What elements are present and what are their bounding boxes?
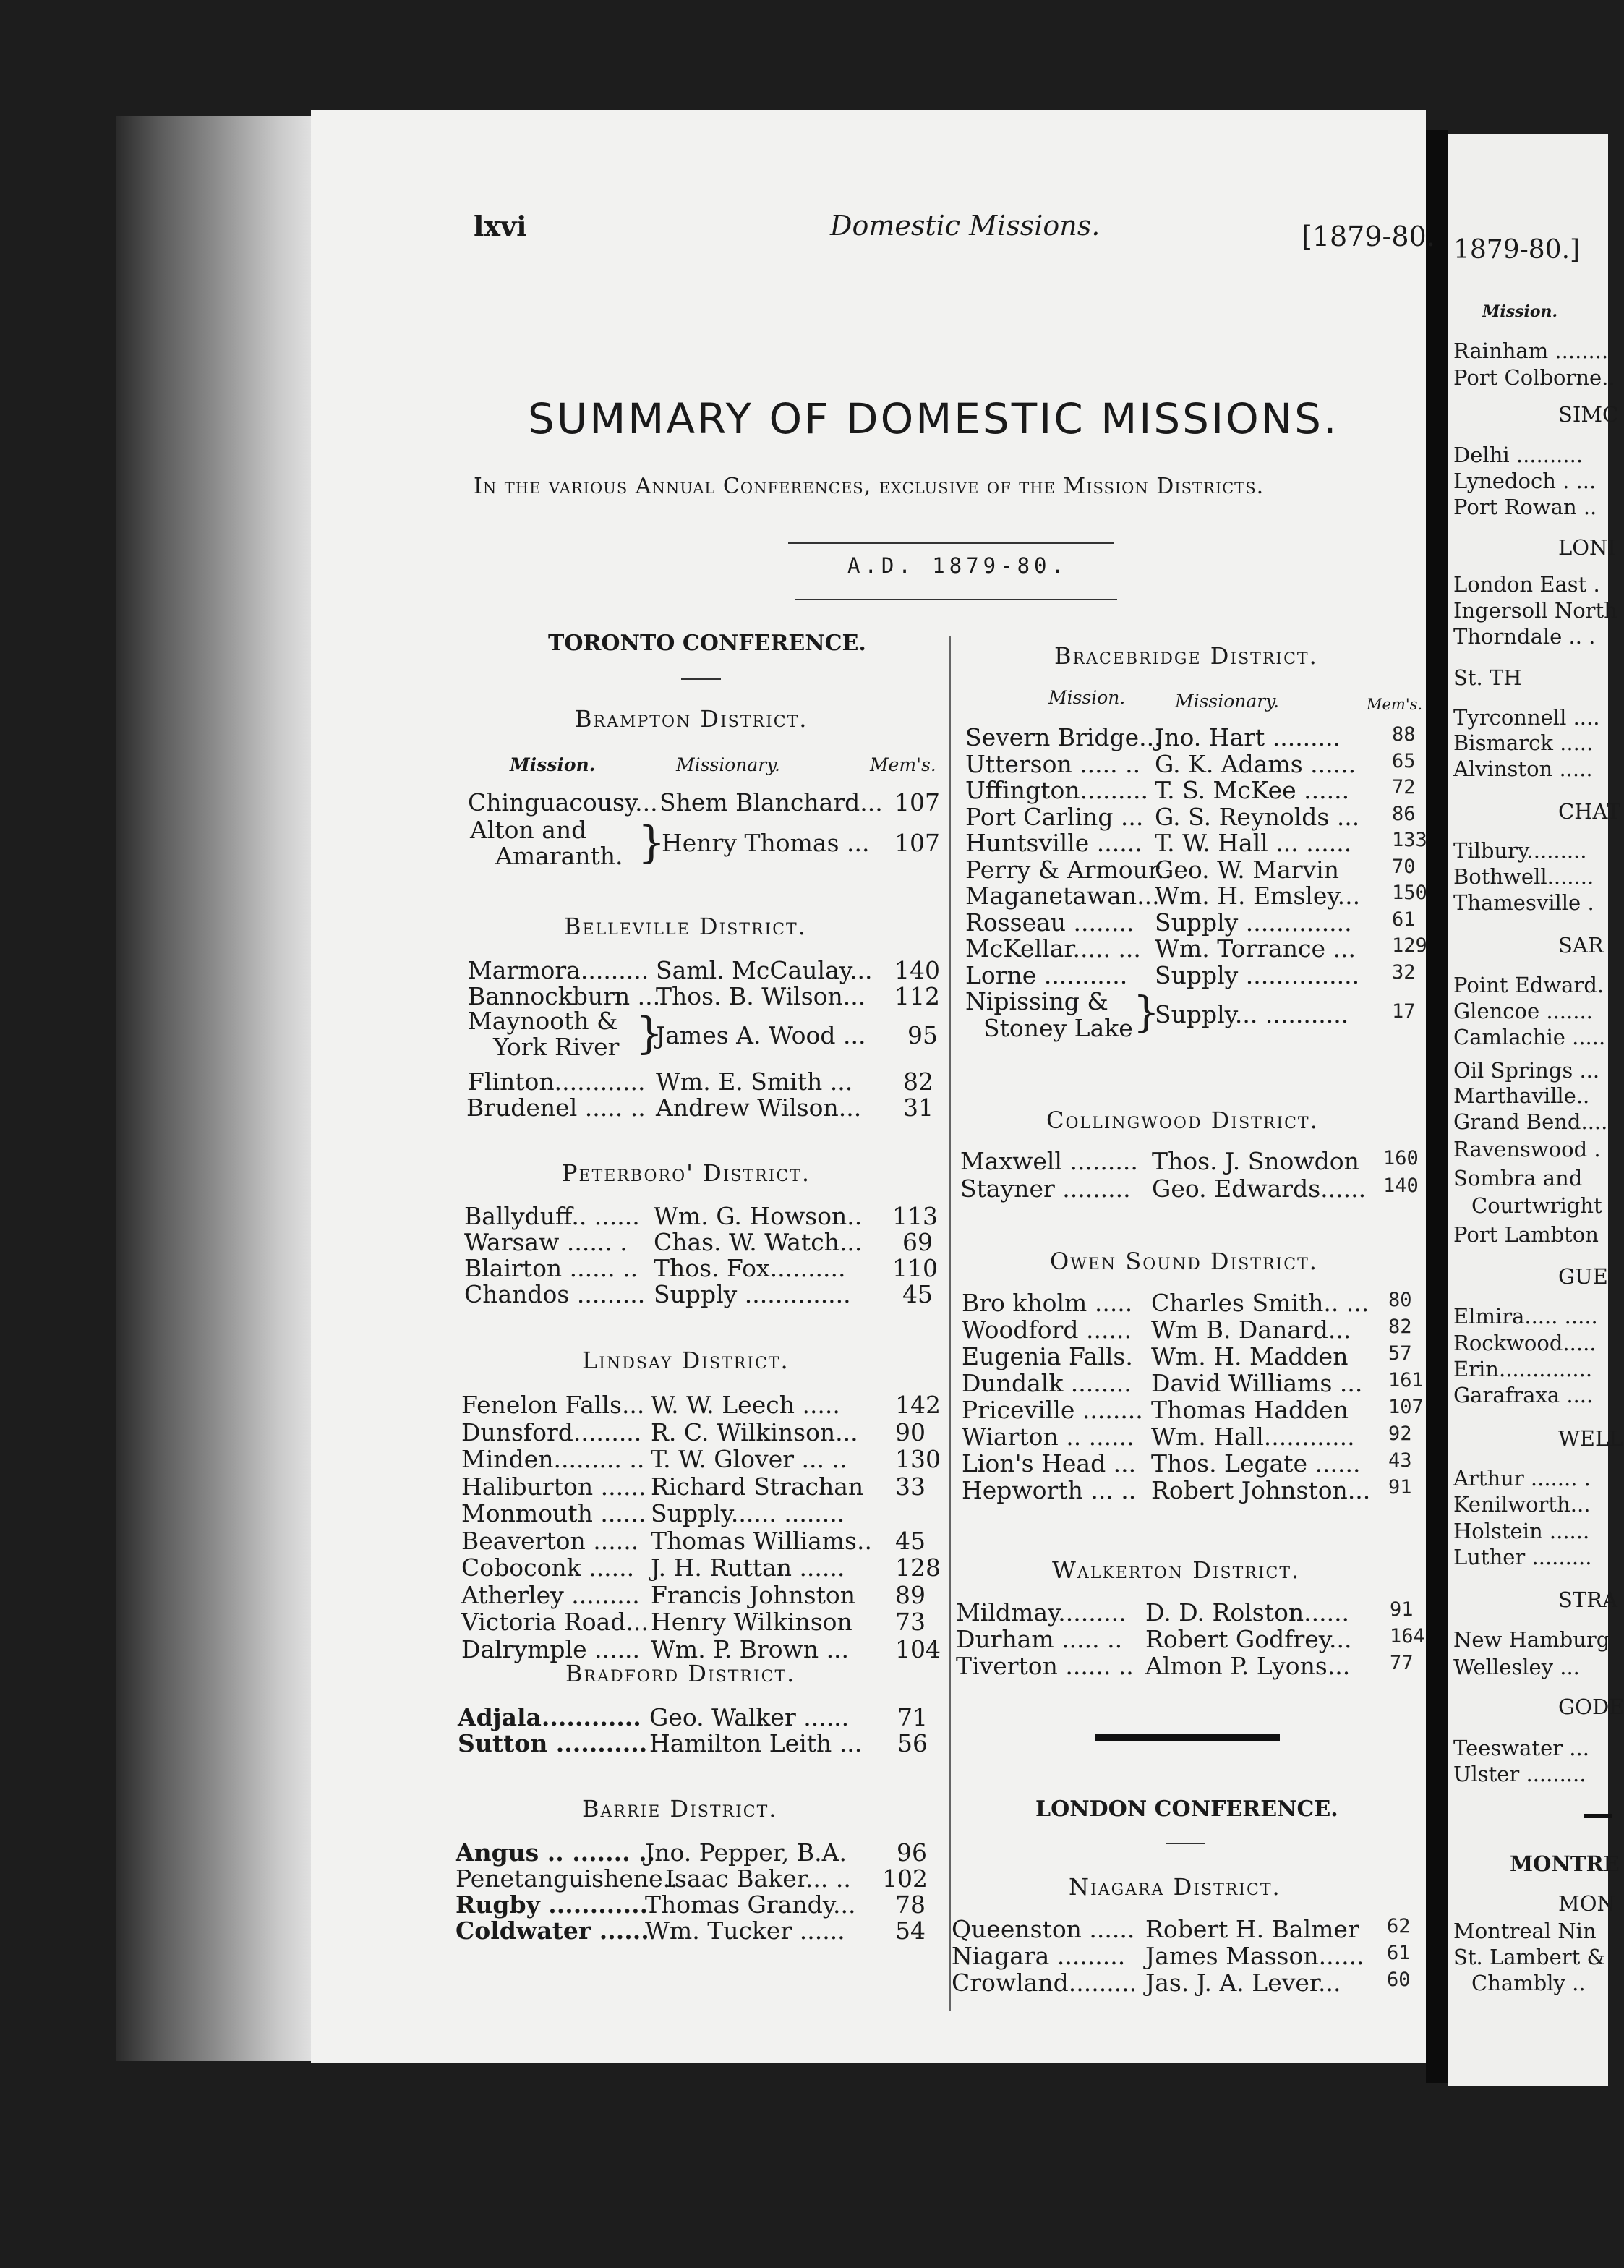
col-head-mission: Mission.	[510, 754, 596, 775]
district-heading-peterboro: Peterboro' District.	[562, 1159, 811, 1187]
missionary-name: Richard Strachan	[651, 1472, 864, 1501]
col-head-mems: Mem's.	[1367, 696, 1423, 713]
missionary-name: Wm. Torrance ...	[1155, 934, 1356, 963]
mission-name: Fenelon Falls...	[461, 1391, 645, 1419]
missionary-name: Almon P. Lyons...	[1145, 1652, 1351, 1680]
mission-name: Maganetawan...	[965, 882, 1160, 910]
right-page-mission-name: Alvinston .....	[1453, 756, 1593, 781]
missionary-name: T. W. Hall ... ......	[1155, 829, 1352, 857]
mission-name: Nipissing &	[965, 987, 1108, 1015]
missionary-name: Henry Wilkinson	[651, 1608, 852, 1636]
mission-name: Hepworth ... ..	[962, 1476, 1137, 1504]
mission-name: Adjala............	[458, 1703, 641, 1731]
members-count: 90	[895, 1418, 926, 1446]
members-count: 92	[1388, 1423, 1412, 1445]
right-page-district-heading: STRA	[1558, 1587, 1617, 1612]
members-count: 113	[892, 1202, 938, 1230]
mission-name: Wiarton .. ......	[962, 1423, 1134, 1451]
book-edge	[116, 116, 333, 2061]
missionary-name: Thomas Hadden	[1151, 1396, 1349, 1424]
members-count: 32	[1392, 960, 1416, 984]
missionary-name: Henry Thomas ...	[662, 829, 870, 857]
right-page-mission-name: Marthaville..	[1453, 1083, 1590, 1108]
mission-name: Queenston ......	[952, 1915, 1135, 1943]
missionary-name: Jno. Hart .........	[1155, 723, 1341, 751]
members-count: 17	[1392, 1000, 1416, 1023]
london-conference-heading: LONDON CONFERENCE.	[1035, 1796, 1338, 1822]
mission-name: Brudenel ..... ..	[466, 1094, 646, 1122]
right-page-district-heading: WELL	[1558, 1426, 1623, 1451]
members-count: 61	[1387, 1942, 1411, 1964]
missionary-name: Wm. H. Emsley...	[1155, 882, 1361, 910]
missionary-name: T. S. McKee ......	[1155, 776, 1350, 804]
right-page-mission-name: Thamesville .	[1453, 890, 1594, 915]
members-count: 160	[1383, 1147, 1419, 1169]
members-count: 89	[895, 1580, 926, 1609]
right-page-year: 1879-80.]	[1453, 235, 1581, 265]
missionary-name: R. C. Wilkinson...	[651, 1418, 858, 1446]
members-count: 102	[882, 1864, 928, 1893]
members-count: 161	[1388, 1369, 1424, 1391]
mission-name: Haliburton ......	[461, 1472, 646, 1501]
right-page-mission-name: Port Colborne..	[1453, 365, 1615, 390]
right-page-mission-label: Mission.	[1482, 302, 1558, 321]
members-count: 82	[1388, 1316, 1412, 1338]
members-count: 107	[894, 829, 940, 857]
members-count: 110	[892, 1254, 938, 1282]
right-page-district-heading: LONI	[1558, 535, 1616, 560]
right-page-mission-name: Grand Bend....	[1453, 1109, 1608, 1134]
district-heading-niagara: Niagara District.	[1069, 1873, 1281, 1901]
right-page-mission-name: Erin..............	[1453, 1357, 1593, 1381]
right-page-mission-name: Bismarck .....	[1453, 730, 1594, 755]
mission-name: Maynooth &	[468, 1007, 618, 1035]
column-divider	[949, 636, 951, 2011]
members-count: 56	[897, 1729, 928, 1757]
missionary-name: Jno. Pepper, B.A.	[645, 1838, 847, 1867]
mission-name: Severn Bridge...	[965, 723, 1162, 751]
district-heading-barrie: Barrie District.	[582, 1795, 778, 1822]
missionary-name: Thos. Legate ......	[1151, 1449, 1361, 1478]
missionary-name: Wm. Hall............	[1151, 1423, 1355, 1451]
right-page-mission-name: Tyrconnell ....	[1453, 705, 1600, 730]
members-count: 88	[1392, 723, 1416, 746]
members-count: 82	[903, 1067, 933, 1096]
missionary-name: Thomas Grandy...	[645, 1890, 856, 1919]
mission-name: Rugby ............	[456, 1890, 649, 1919]
members-count: 129	[1392, 934, 1427, 957]
missionary-name: Francis Johnston	[651, 1580, 855, 1609]
mission-name: Coboconk ......	[461, 1553, 635, 1582]
district-heading-belleville: Belleville District.	[564, 913, 807, 940]
missionary-name: James Masson......	[1145, 1942, 1364, 1970]
conference-separator	[1095, 1734, 1280, 1742]
missionary-name: Charles Smith.. ...	[1151, 1289, 1369, 1317]
members-count: 86	[1392, 802, 1416, 825]
header-year: [1879-80.	[1302, 221, 1435, 252]
mission-name: Beaverton ......	[461, 1526, 639, 1555]
missionary-name: G. S. Reynolds ...	[1155, 802, 1360, 831]
right-page-mission-name: Sombra and	[1453, 1166, 1583, 1190]
missionary-name: Jas. J. A. Lever...	[1145, 1969, 1341, 1997]
members-count: 45	[895, 1526, 926, 1555]
right-page-mission-name: Montreal Nin	[1453, 1919, 1597, 1943]
members-count: 142	[895, 1391, 941, 1419]
members-count: 69	[902, 1228, 933, 1256]
right-page-mission-name: Holstein ......	[1453, 1519, 1590, 1543]
missionary-name: Supply ...............	[1155, 960, 1360, 989]
members-count: 80	[1388, 1289, 1412, 1311]
members-count: 43	[1388, 1449, 1412, 1472]
right-page-mission-name: Rainham ........	[1453, 338, 1609, 363]
mission-name: Eugenia Falls.	[962, 1342, 1133, 1370]
mission-name: Utterson ..... ..	[965, 749, 1141, 778]
mission-name: Sutton ...........	[458, 1729, 648, 1757]
members-count: 140	[1383, 1174, 1419, 1197]
right-page-mission-name: Tilbury.........	[1453, 838, 1587, 863]
right-page-district-heading: GODE	[1558, 1694, 1624, 1719]
members-count: 57	[1388, 1342, 1412, 1365]
col-head-mission: Mission.	[1048, 687, 1126, 708]
right-page-mission-name: Ulster .........	[1453, 1762, 1586, 1786]
members-count: 150	[1392, 882, 1427, 904]
members-count: 112	[894, 982, 940, 1010]
rule-top	[788, 542, 1114, 544]
mission-name: Chinguacousy...	[468, 788, 658, 817]
missionary-name: Supply ..............	[654, 1280, 851, 1308]
members-count: 62	[1387, 1915, 1411, 1937]
missionary-name: Isaac Baker... ..	[665, 1864, 851, 1893]
right-page-mission-name: Port Lambton	[1453, 1222, 1599, 1247]
right-page-mission-name: Bothwell.......	[1453, 864, 1594, 889]
brace: }	[1133, 987, 1160, 1036]
page-number: lxvi	[474, 210, 527, 242]
right-page-mission-name: Kenilworth...	[1453, 1492, 1591, 1517]
mission-name: Bro kholm .....	[962, 1289, 1133, 1317]
mission-name: Flinton............	[468, 1067, 646, 1096]
district-heading-walkerton: Walkerton District.	[1052, 1556, 1301, 1584]
page-subtitle: In the various Annual Conferences, exclusive of the Mission Districts.	[474, 474, 1265, 499]
right-page-mission-name: Garafraxa ....	[1453, 1383, 1594, 1407]
members-count: 107	[894, 788, 940, 817]
mission-name-cont: Amaranth.	[495, 842, 623, 870]
missionary-name: Wm. P. Brown ...	[651, 1634, 850, 1663]
right-page-mission-name: Thorndale .. .	[1453, 624, 1596, 649]
missionary-name: Wm. E. Smith ...	[656, 1067, 853, 1096]
right-page-mission-name: Port Rowan ..	[1453, 495, 1597, 519]
missionary-name: James A. Wood ...	[656, 1021, 866, 1049]
mission-name: Stayner .........	[960, 1174, 1131, 1203]
members-count: 60	[1387, 1969, 1411, 1991]
short-rule	[681, 678, 721, 680]
missionary-name: Geo. W. Marvin	[1155, 855, 1339, 884]
mission-name-cont: Stoney Lake	[983, 1013, 1133, 1042]
missionary-name: Wm. Tucker ......	[645, 1917, 845, 1945]
right-page-mission-name: Glencoe .......	[1453, 999, 1593, 1023]
district-heading-owen-sound: Owen Sound District.	[1050, 1248, 1318, 1275]
members-count: 31	[903, 1094, 933, 1122]
missionary-name: W. W. Leech .....	[651, 1391, 840, 1419]
missionary-name: Hamilton Leith ...	[649, 1729, 863, 1757]
missionary-name: Wm. G. Howson..	[654, 1202, 863, 1230]
mission-name: Chandos .........	[464, 1280, 646, 1308]
missionary-name: Geo. Edwards......	[1152, 1174, 1367, 1203]
mission-name: Marmora.........	[468, 956, 649, 984]
mission-name: Lion's Head ...	[962, 1449, 1137, 1478]
missionary-name: Saml. McCaulay...	[656, 956, 873, 984]
mission-name: Crowland.........	[952, 1969, 1137, 1997]
missionary-name: Geo. Walker ......	[649, 1703, 850, 1731]
missionary-name: Robert Godfrey...	[1145, 1625, 1352, 1653]
mission-name: Rosseau ........	[965, 908, 1134, 937]
members-count: 140	[894, 956, 940, 984]
running-title: Domestic Missions.	[830, 210, 1101, 242]
mission-name: Perry & Armour..	[965, 855, 1172, 884]
toronto-conference-heading: TORONTO CONFERENCE.	[548, 631, 866, 656]
right-page-mission-name: Point Edward.	[1453, 973, 1604, 997]
members-count: 133	[1392, 829, 1427, 851]
district-heading-collingwood: Collingwood District.	[1046, 1107, 1319, 1134]
missionary-name: Thos. B. Wilson...	[656, 982, 866, 1010]
missionary-name: Supply... ...........	[1155, 1000, 1349, 1028]
members-count: 77	[1390, 1652, 1414, 1674]
members-count: 96	[897, 1838, 927, 1867]
book-gutter	[1426, 130, 1448, 2083]
mission-name: Bannockburn ...	[468, 982, 661, 1010]
mission-name: Minden......... ..	[461, 1445, 645, 1473]
right-page-mission-name: Chambly ..	[1471, 1971, 1586, 1995]
missionary-name: Thos. Fox..........	[654, 1254, 846, 1282]
missionary-name: Wm B. Danard...	[1151, 1316, 1351, 1344]
mission-name: Victoria Road...	[461, 1608, 649, 1636]
members-count: 107	[1388, 1396, 1424, 1418]
mission-name: Alton and	[470, 816, 587, 844]
brace: }	[636, 1008, 664, 1059]
missionary-name: Shem Blanchard...	[659, 788, 883, 817]
col-head-missionary: Missionary.	[676, 754, 781, 775]
right-page-mission-name: St. Lambert &	[1453, 1945, 1606, 1969]
right-page-district-heading: CHAT	[1558, 799, 1621, 824]
missionary-name: G. K. Adams ......	[1155, 749, 1356, 778]
members-count: 71	[897, 1703, 928, 1731]
missionary-name: D. D. Rolston......	[1145, 1598, 1350, 1627]
right-page-mission-name: Ingersoll North	[1453, 598, 1617, 623]
right-page-district-heading: MON	[1558, 1891, 1615, 1916]
mission-name: Woodford ......	[962, 1316, 1132, 1344]
right-page-mission-name: Delhi ..........	[1453, 443, 1584, 467]
members-count: 128	[895, 1553, 941, 1582]
right-page-mission-name: Lynedoch . ...	[1453, 469, 1597, 493]
ad-year: A.D. 1879-80.	[847, 553, 1068, 578]
mission-name: Monmouth ......	[461, 1499, 646, 1527]
missionary-name: Robert Johnston...	[1151, 1476, 1371, 1504]
mission-name: Huntsville ......	[965, 829, 1142, 857]
mission-name: Dundalk ........	[962, 1369, 1132, 1397]
right-page-district-heading: SIMC	[1558, 402, 1619, 427]
missionary-name: Robert H. Balmer	[1145, 1915, 1359, 1943]
mission-name: Port Carling ...	[965, 802, 1144, 831]
page-title: SUMMARY OF DOMESTIC MISSIONS.	[528, 394, 1339, 443]
mission-name: Uffington.........	[965, 776, 1148, 804]
right-page-mission-name: Teeswater ...	[1453, 1736, 1589, 1760]
members-count: 45	[902, 1280, 933, 1308]
mission-name: Mildmay.........	[956, 1598, 1127, 1627]
mission-name: McKellar..... ...	[965, 934, 1141, 963]
mission-name: Penetanguishene..	[456, 1864, 678, 1893]
mission-name-cont: York River	[493, 1033, 620, 1061]
members-count: 70	[1392, 855, 1416, 878]
right-page-district-heading: MONTRE	[1510, 1851, 1620, 1876]
mission-name: Dalrymple ......	[461, 1634, 641, 1663]
right-page-mission-name: Arthur ....... .	[1453, 1466, 1591, 1491]
mission-name: Blairton ...... ..	[464, 1254, 638, 1282]
members-count: 65	[1392, 749, 1416, 772]
right-page-mission-name: Ravenswood .	[1453, 1137, 1601, 1161]
right-page-mission-name: Elmira..... .....	[1453, 1304, 1598, 1329]
district-heading-brampton: Brampton District.	[575, 705, 808, 733]
missionary-name: J. H. Ruttan ......	[651, 1553, 845, 1582]
right-page-mission-name: Luther .........	[1453, 1545, 1592, 1569]
district-heading-bracebridge: Bracebridge District.	[1054, 642, 1318, 670]
rule-bottom	[795, 599, 1117, 600]
missionary-name: Thomas Williams..	[651, 1526, 872, 1555]
mission-name: Dunsford.........	[461, 1418, 642, 1446]
mission-name: Maxwell .........	[960, 1147, 1138, 1175]
members-count: 91	[1390, 1598, 1414, 1621]
missionary-name: Andrew Wilson...	[656, 1094, 862, 1122]
missionary-name: Thos. J. Snowdon	[1152, 1147, 1359, 1175]
mission-name: Priceville ........	[962, 1396, 1143, 1424]
mission-name: Ballyduff.. ......	[464, 1202, 640, 1230]
mission-name: Niagara .........	[952, 1942, 1126, 1970]
right-page-mission-name: Rockwood.....	[1453, 1331, 1597, 1355]
members-count: 130	[895, 1445, 941, 1473]
members-count: 54	[895, 1917, 926, 1945]
members-count: 78	[895, 1890, 926, 1919]
members-count: 61	[1392, 908, 1416, 931]
right-page-mission-name: Camlachie .....	[1453, 1025, 1606, 1049]
right-page-district-heading: SAR	[1558, 933, 1604, 958]
district-heading-lindsay: Lindsay District.	[582, 1347, 790, 1374]
missionary-name: David Williams ...	[1151, 1369, 1363, 1397]
mission-name: Atherley .........	[461, 1580, 640, 1609]
right-page-mission-name: London East .	[1453, 572, 1600, 597]
members-count: 72	[1392, 776, 1416, 798]
members-count: 91	[1388, 1476, 1412, 1498]
right-page-district-heading: GUE	[1558, 1264, 1608, 1289]
mission-name: Lorne ...........	[965, 960, 1128, 989]
col-head-mems: Mem's.	[870, 754, 936, 775]
mission-name: Angus .. ....... ..	[456, 1838, 656, 1867]
members-count: 73	[895, 1608, 926, 1636]
members-count: 164	[1390, 1625, 1425, 1647]
right-page-mission-name: Oil Springs ...	[1453, 1058, 1600, 1083]
brace: }	[638, 817, 666, 868]
members-count: 33	[895, 1472, 926, 1501]
missionary-name: Wm. H. Madden	[1151, 1342, 1349, 1370]
missionary-name: Chas. W. Watch...	[654, 1228, 863, 1256]
missionary-name: Supply...... ........	[651, 1499, 845, 1527]
conference-separator	[1584, 1814, 1612, 1818]
col-head-missionary: Missionary.	[1175, 691, 1280, 712]
mission-name: Warsaw ...... .	[464, 1228, 628, 1256]
mission-name: Tiverton ...... ..	[956, 1652, 1134, 1680]
missionary-name: Supply ..............	[1155, 908, 1352, 937]
district-heading-bradford: Bradford District.	[565, 1660, 796, 1687]
right-page-mission-name: Wellesley ...	[1453, 1655, 1580, 1679]
missionary-name: T. W. Glover ... ..	[651, 1445, 847, 1473]
mission-name: Durham ..... ..	[956, 1625, 1123, 1653]
short-rule	[1166, 1843, 1205, 1844]
members-count: 104	[895, 1634, 941, 1663]
right-page-mission-name: Courtwright	[1471, 1193, 1602, 1218]
mission-name: Coldwater ......	[456, 1917, 649, 1945]
right-page-mission-name: New Hamburg	[1453, 1627, 1610, 1652]
right-page-mission-name: St. TH	[1453, 665, 1522, 690]
members-count: 95	[907, 1021, 938, 1049]
